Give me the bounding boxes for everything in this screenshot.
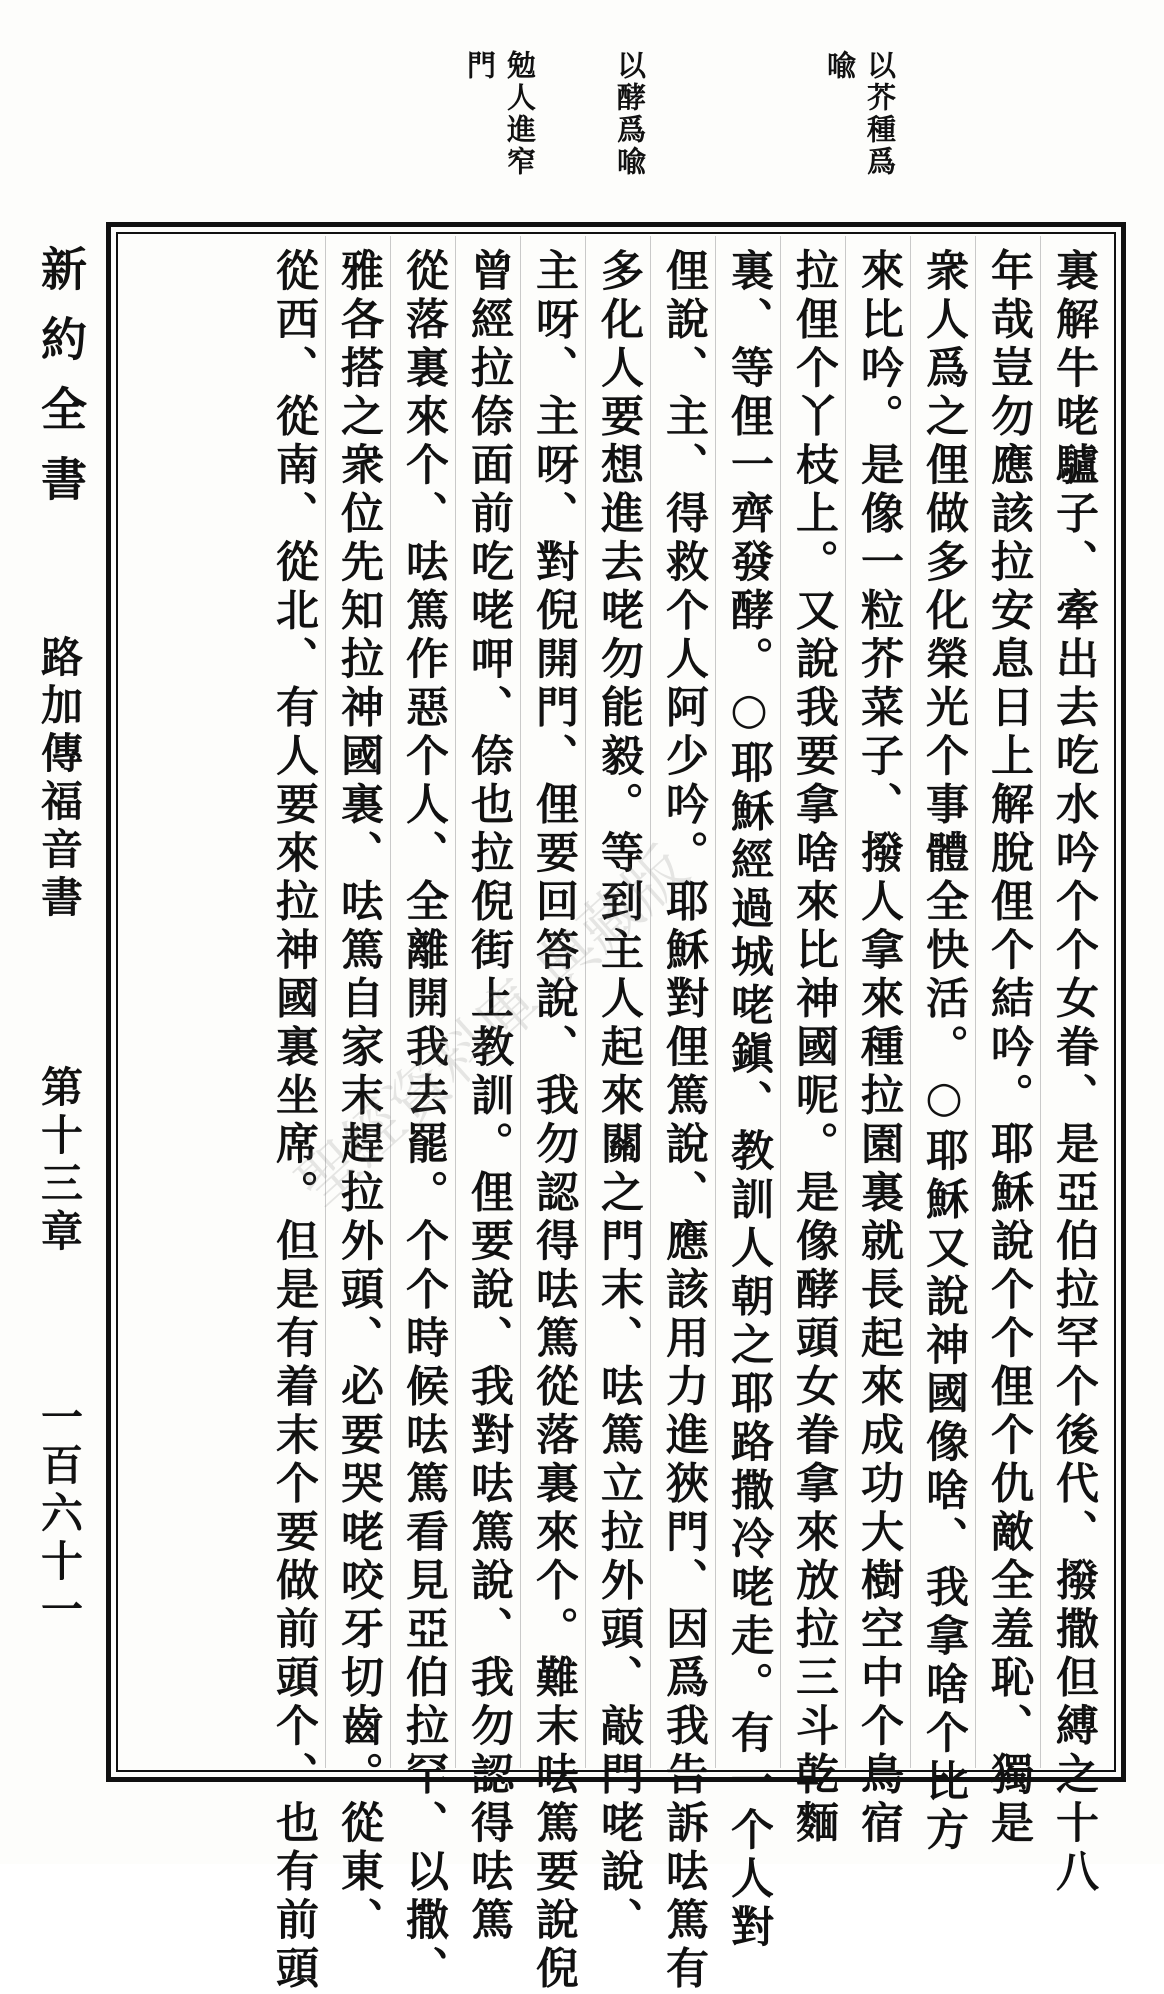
- column-rule: [390, 236, 391, 1768]
- body-column: 俚說、主、得救个人阿少吟。耶穌對俚篤說、應該用力進狹門、因爲我告訴呿篤有: [659, 248, 709, 1994]
- body-column: 多化人要想進去咾勿能毅。等到主人起來關之門末、呿篤立拉外頭、敲門咾說、: [594, 248, 644, 1946]
- column-rule: [325, 236, 326, 1768]
- column-rule: [780, 236, 781, 1768]
- book-title: 新約全書: [34, 245, 88, 525]
- margin-note-line: 勉人進窄: [503, 50, 537, 178]
- body-column: 裏解牛咾驢子、牽出去吃水吟个个女眷、是亞伯拉罕个後代、撥撒但縛之十八: [1049, 248, 1099, 1897]
- body-column: 衆人爲之俚做多化榮光个事體全快活。○耶穌又說神國像啥、我拿啥个比方: [919, 248, 969, 1856]
- column-rule: [520, 236, 521, 1768]
- column-rule: [1040, 236, 1041, 1768]
- body-column: 從落裏來个、呿篤作惡个人、全離開我去罷。个个時候呿篤看見亞伯拉罕、以撒、: [399, 248, 449, 1994]
- margin-notes: [463, 50, 940, 220]
- column-rule: [585, 236, 586, 1768]
- chapter-label: 第十三章: [35, 1065, 84, 1257]
- column-rule: [650, 236, 651, 1768]
- margin-note-line: 門: [463, 50, 497, 82]
- body-column: 來比吟。是像一粒芥菜子、撥人拿來種拉園裏就長起來成功大樹空中个鳥宿: [854, 248, 904, 1849]
- body-column: 曾經拉倷面前吃咾呷、倷也拉倪街上教訓。俚要說、我對呿篤說、我勿認得呿篤: [464, 248, 514, 1946]
- watermark-text: 聖經資料庫 典藏版: [284, 833, 702, 1220]
- page-number: 一百六十一: [35, 1395, 84, 1635]
- margin-note-line: 以酵爲喩: [613, 50, 647, 178]
- gospel-title: 路加傳福音書: [35, 635, 84, 923]
- column-rule: [455, 236, 456, 1768]
- body-column: 裏、等俚一齊發酵。○耶穌經過城咾鎭、教訓人朝之耶路撒冷咾走。有一个人對: [724, 248, 774, 1953]
- body-column: 從西、從南、從北、有人要來拉神國裏坐席。但是有着末个要做前頭个、也有前頭: [269, 248, 319, 1994]
- body-column: 拉俚个丫枝上。又說我要拿啥來比神國呢。是像酵頭女眷拿來放拉三斗乾麵: [789, 248, 839, 1849]
- column-rule: [975, 236, 976, 1768]
- body-column: 主呀、主呀、對倪開門、俚要回答說、我勿認得呿篤從落裏來个。難末呿篤要說倪: [529, 248, 579, 1994]
- body-column: 年哉豈勿應該拉安息日上解脫俚个結吟。耶穌說个个俚个仇敵全羞恥、獨是: [984, 248, 1034, 1849]
- column-rule: [845, 236, 846, 1768]
- margin-note-line: 喩: [823, 50, 857, 82]
- body-column: 雅各搭之衆位先知拉神國裏、呿篤自家末趕拉外頭、必要哭咾咬牙切齒。從東、: [334, 248, 384, 1946]
- column-rule: [715, 236, 716, 1768]
- running-header: [30, 245, 90, 1785]
- margin-note-line: 以芥種爲: [863, 50, 897, 178]
- column-rule: [910, 236, 911, 1768]
